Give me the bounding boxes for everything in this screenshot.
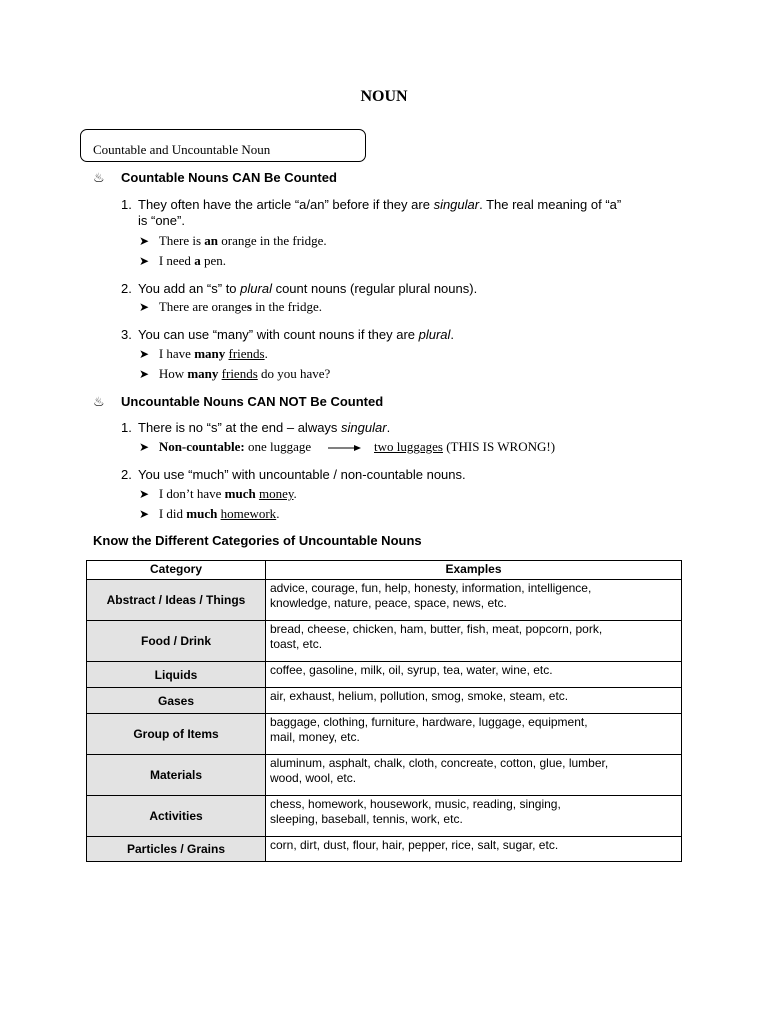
countable-rule-3: You can use “many” with count nouns if they are plural. xyxy=(138,327,455,342)
candle-icon: ♨ xyxy=(93,170,105,185)
category-cell: Particles / Grains xyxy=(87,837,266,862)
table-row xyxy=(87,755,682,796)
category-cell: Food / Drink xyxy=(87,621,266,662)
arrow-bullet-icon: ➤ xyxy=(139,347,150,361)
category-cell: Activities xyxy=(87,796,266,837)
arrow-bullet-icon: ➤ xyxy=(139,440,150,454)
countable-heading: Countable Nouns CAN Be Counted xyxy=(121,170,337,185)
countable-rule-1-number: 1. xyxy=(121,197,132,212)
category-cell: Group of Items xyxy=(87,714,266,755)
countable-rule-3-number: 3. xyxy=(121,327,132,342)
examples-cell: chess, homework, housework, music, reading, singing, sleeping, baseball, tennis, work, etc. xyxy=(266,796,682,837)
right-arrow-icon xyxy=(328,444,362,452)
uncountable-rule-2-example-2: ➤ I did much homework. xyxy=(139,506,280,521)
arrow-bullet-icon: ➤ xyxy=(139,367,150,381)
uncountable-rule-1-wrong-example: two luggages (THIS IS WRONG!) xyxy=(374,439,556,454)
category-cell: Liquids xyxy=(87,662,266,688)
examples-cell: bread, cheese, chicken, ham, butter, fish, meat, popcorn, pork, toast, etc. xyxy=(266,621,682,662)
examples-cell: coffee, gasoline, milk, oil, syrup, tea, water, wine, etc. xyxy=(266,662,682,688)
uncountable-rule-2-example-1: ➤ I don’t have much money. xyxy=(139,486,297,501)
countable-rule-1-example-2: ➤ I need a pen. xyxy=(139,253,226,268)
table-row xyxy=(87,688,682,714)
arrow-bullet-icon: ➤ xyxy=(139,254,150,268)
table-row xyxy=(87,796,682,837)
table-row xyxy=(87,621,682,662)
examples-cell: corn, dirt, dust, flour, hair, pepper, rice, salt, sugar, etc. xyxy=(266,837,682,862)
uncountable-rule-2: You use “much” with uncountable / non-countable nouns. xyxy=(138,467,466,482)
category-cell: Gases xyxy=(87,688,266,714)
uncountable-heading: Uncountable Nouns CAN NOT Be Counted xyxy=(121,394,384,409)
arrow-bullet-icon: ➤ xyxy=(139,300,150,314)
candle-icon: ♨ xyxy=(93,394,105,409)
countable-rule-3-example-2: ➤ How many friends do you have? xyxy=(139,366,331,381)
table-row xyxy=(87,714,682,755)
table-header-row xyxy=(87,561,682,580)
column-header: Category xyxy=(87,561,266,580)
page-title: NOUN xyxy=(360,88,408,105)
examples-cell: aluminum, asphalt, chalk, cloth, concreate, cotton, glue, lumber, wood, wool, etc. xyxy=(266,755,682,796)
table-row xyxy=(87,580,682,621)
countable-rule-2: You add an “s” to plural count nouns (regular plural nouns). xyxy=(138,281,478,296)
categories-table xyxy=(86,560,682,862)
examples-cell: air, exhaust, helium, pollution, smog, smoke, steam, etc. xyxy=(266,688,682,714)
table-row xyxy=(87,662,682,688)
uncountable-rule-1-number: 1. xyxy=(121,420,132,435)
examples-cell: baggage, clothing, furniture, hardware, luggage, equipment, mail, money, etc. xyxy=(266,714,682,755)
arrow-bullet-icon: ➤ xyxy=(139,487,150,501)
countable-rule-2-example-1: ➤ There are oranges in the fridge. xyxy=(139,299,322,314)
arrow-bullet-icon: ➤ xyxy=(139,234,150,248)
uncountable-rule-1-example: ➤ Non-countable: one luggage xyxy=(139,439,312,454)
examples-cell: advice, courage, fun, help, honesty, information, intelligence, knowledge, nature, peace, space, news, etc. xyxy=(266,580,682,621)
uncountable-rule-1: There is no “s” at the end – always singular. xyxy=(138,420,391,435)
column-header: Examples xyxy=(266,561,682,580)
countable-rule-1-example-1: ➤ There is an orange in the fridge. xyxy=(139,233,327,248)
arrow-bullet-icon: ➤ xyxy=(139,507,150,521)
category-cell: Abstract / Ideas / Things xyxy=(87,580,266,621)
table-row xyxy=(87,837,682,862)
countable-rule-3-example-1: ➤ I have many friends. xyxy=(139,346,268,361)
category-cell: Materials xyxy=(87,755,266,796)
countable-rule-1: They often have the article “a/an” before if they are singular. The real meaning of “a” is “one”. xyxy=(138,197,622,228)
section-title-box: Countable and Uncountable Noun xyxy=(80,129,366,162)
countable-rule-2-number: 2. xyxy=(121,281,132,296)
categories-heading: Know the Different Categories of Uncountable Nouns xyxy=(93,533,422,548)
uncountable-rule-2-number: 2. xyxy=(121,467,132,482)
